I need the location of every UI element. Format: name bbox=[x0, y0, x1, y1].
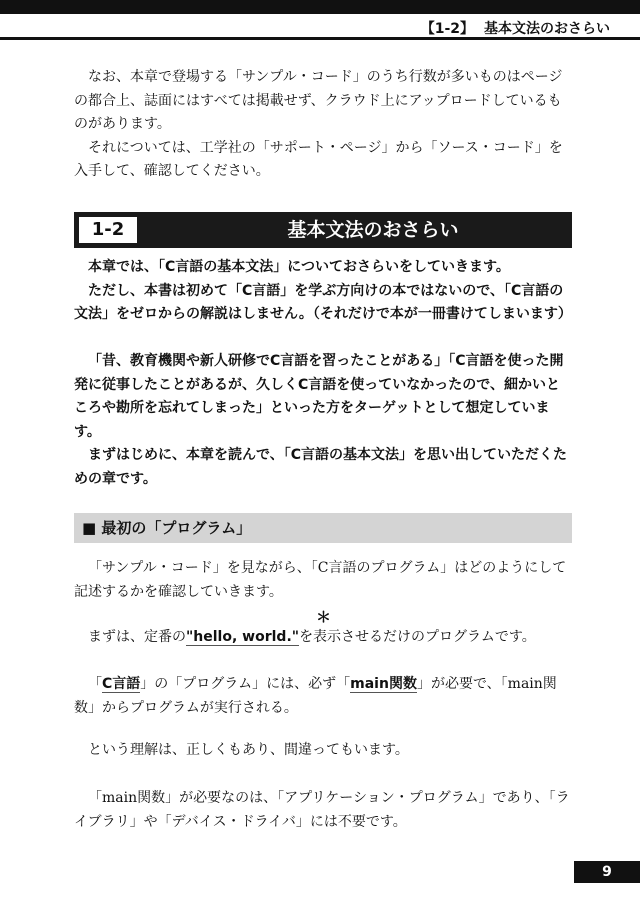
top-bar bbox=[0, 0, 640, 14]
main-function-term: main関数 bbox=[350, 676, 417, 692]
hello-world-code: "hello, world." bbox=[186, 629, 300, 645]
running-head-number: 【1-2】 bbox=[420, 21, 474, 37]
header-rule bbox=[0, 37, 640, 40]
section-number: 1-2 bbox=[79, 217, 137, 243]
running-head-title: 基本文法のおさらい bbox=[484, 21, 610, 37]
page-number: 9 bbox=[574, 861, 640, 883]
subsection-title: ■ 最初の「プログラム」 bbox=[82, 519, 252, 537]
intro-text bbox=[74, 66, 572, 184]
subsection-paragraph-5: 「main関数」が必要なのは、「アプリケーション・プログラム」であり、「ライブラリ」や「デバイス・ドライバ」には不要です。 bbox=[74, 790, 570, 830]
subsection-text-5 bbox=[74, 787, 572, 834]
intro-paragraph-1: なお、本章で登場する「サンプル・コード」のうち行数が多いものはページの都合上、誌面にはすべては掲載せず、クラウド上にアップロードしているものがあります。 bbox=[74, 69, 563, 132]
subsection-text-1 bbox=[74, 557, 572, 604]
section-paragraph-4: まずはじめに、本章を読んで、「C言語の基本文法」を思い出していただくための章です。 bbox=[74, 447, 567, 487]
section-title: 基本文法のおさらい bbox=[287, 219, 459, 241]
intro-paragraph-2: それについては、工学社の「サポート・ページ」から「ソース・コード」を入手して、確認してください。 bbox=[74, 139, 563, 179]
subsection-paragraph-3: 「C言語」の「プログラム」には、必ず「main関数」が必要で、「main関数」からプログラムが実行される。 bbox=[74, 676, 557, 716]
subsection-paragraph-1: 「サンプル・コード」を見ながら、「C言語のプログラム」はどのようにして記述するかを確認していきます。 bbox=[74, 560, 567, 600]
subsection-text-3 bbox=[74, 673, 572, 720]
running-head bbox=[421, 18, 610, 38]
subsection-paragraph-4: という理解は、正しくもあり、間違ってもいます。 bbox=[88, 742, 409, 758]
section-text bbox=[74, 256, 572, 491]
footnote-marker: ＊ bbox=[316, 608, 332, 626]
section-paragraph-1: 本章では、「C言語の基本文法」についておさらいをしていきます。 bbox=[88, 259, 510, 275]
subsection-text-4 bbox=[74, 739, 572, 763]
subsection-heading bbox=[74, 513, 572, 543]
subsection-text-2 bbox=[74, 626, 572, 650]
section-paragraph-3: 「昔、教育機関や新人研修でC言語を習ったことがある」「C言語を使った開発に従事したことがあるが、久しくC言語を使っていなかったので、細かいところや勘所を忘れてしまった」といった方をターゲットとして想定しています。 bbox=[74, 353, 564, 440]
section-heading bbox=[74, 212, 572, 248]
section-paragraph-2: ただし、本書は初めて「C言語」を学ぶ方向けの本ではないので、「C言語の文法」をゼロからの解説はしません。（それだけで本が一冊書けてしまいます） bbox=[74, 282, 572, 322]
c-language-term: C言語 bbox=[102, 676, 141, 692]
subsection-paragraph-2: まずは、定番の"hello, world."を表示させるだけのプログラムです。 bbox=[88, 629, 536, 645]
